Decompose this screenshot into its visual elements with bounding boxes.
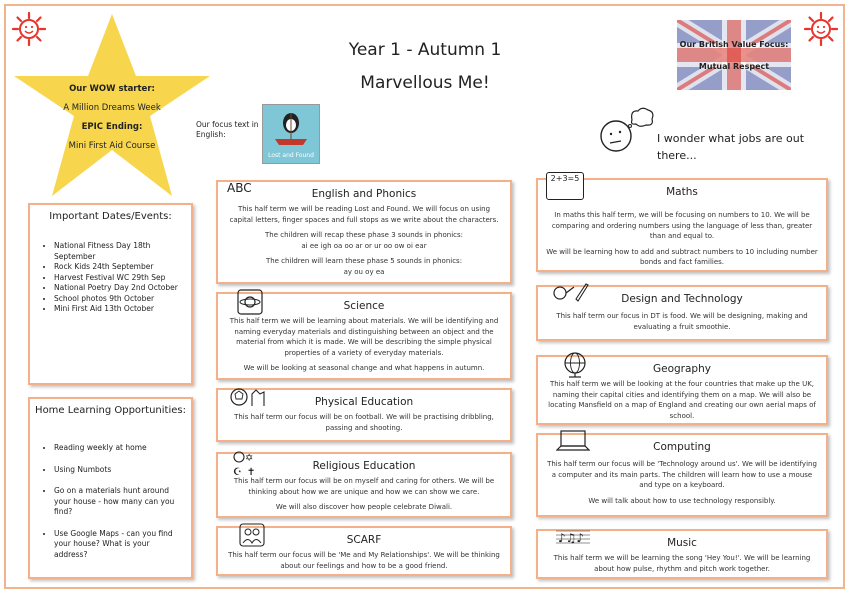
home-learning-panel xyxy=(28,397,193,579)
maths-panel xyxy=(536,174,828,272)
list-item: • National Fitness Day 18th September xyxy=(54,241,187,262)
epic-label: EPIC Ending: xyxy=(81,122,143,132)
british-value-text: Mutual Respect xyxy=(698,62,770,71)
list-item: • School photos 9th October xyxy=(54,294,187,305)
sun-icon-right xyxy=(804,12,838,46)
design-technology-panel xyxy=(536,285,828,341)
list-item: • National Poetry Day 2nd October xyxy=(54,283,187,294)
computing-text-2: We will talk about how to use technology responsibly. xyxy=(588,496,776,505)
science-panel xyxy=(216,292,512,380)
re-text-2: We will also discover how people celebrate Diwali. xyxy=(275,503,453,511)
wonder-question: I wonder what jobs are out there... xyxy=(657,132,805,162)
maths-icon-text: 2+3=5 xyxy=(550,174,580,183)
computing-title: Computing xyxy=(653,441,711,453)
religious-education-body xyxy=(226,476,502,518)
english-phonics-title: English and Phonics xyxy=(311,188,417,200)
focus-text-label: Our focus text in English: xyxy=(196,120,259,139)
english-text-1: This half term we will be reading Lost and Found. We will focus on using capital letters, finger spaces and full stops as we write about the characters. xyxy=(229,205,499,224)
science-title: Science xyxy=(343,300,385,312)
book-title: Lost and Found xyxy=(268,152,314,159)
science-text-2: We will be looking at seasonal change and what happens in autumn. xyxy=(243,364,485,372)
home-learning-title: Home Learning Opportunities: xyxy=(35,405,186,416)
penguin-boat-illustration xyxy=(263,109,319,149)
re-text-1: This half term our focus will be on myself and caring for others. We will be thinking about how we are unique and how we can show we care. xyxy=(233,477,495,496)
design-technology-title: Design and Technology xyxy=(621,293,743,305)
computing-body xyxy=(546,459,818,511)
geography-body xyxy=(546,379,818,426)
english-text-3: The children will learn these phase 5 sounds in phonics: xyxy=(265,257,463,265)
svg-text:☪: ☪ xyxy=(233,467,242,478)
music-body xyxy=(546,553,818,579)
wow-label: Our WOW starter: xyxy=(69,84,155,94)
english-phonics-panel xyxy=(216,180,512,284)
physical-education-title: Physical Education xyxy=(314,396,414,408)
design-technology-body xyxy=(546,311,818,337)
important-dates-panel xyxy=(28,203,193,385)
geography-title: Geography xyxy=(653,363,711,375)
maths-text-2: We will be learning how to add and subtract numbers to 10 including number bonds and fact families. xyxy=(546,247,818,266)
pe-text-1: This half term our focus will be on football. We will be practising dribbling, passing and shooting. xyxy=(234,413,494,432)
phase3-sounds: ai ee igh oa oo ar or ur oo ow oi ear xyxy=(301,241,427,250)
important-dates-title: Important Dates/Events: xyxy=(49,211,172,222)
svg-text:✝: ✝ xyxy=(247,467,256,478)
phase5-sounds: ay ou oy ea xyxy=(343,267,385,276)
science-body xyxy=(226,316,502,379)
religious-education-title: Religious Education xyxy=(312,460,416,472)
scarf-body xyxy=(226,550,502,576)
list-item: • Using Numbots xyxy=(54,465,185,476)
music-text-1: This half term we will be learning the song 'Hey You!'. We will be learning about how pulse, rhythm and pitch work together. xyxy=(553,554,811,573)
science-text-1: This half term we will be learning about materials. We will be identifying and naming everyday materials and distinguishing between an object and the material from which it is made. We will be describing the simple physical properties of a variety of everyday materials. xyxy=(229,317,499,357)
svg-text:♪♫♪: ♪♫♪ xyxy=(558,531,585,545)
music-title: Music xyxy=(667,537,697,549)
maths-text-1: In maths this half term, we will be focusing on numbers to 10. We will be comparing and ordering numbers using the language of less than, greater than and equal to. xyxy=(551,211,813,240)
scarf-panel xyxy=(216,526,512,576)
list-item: • Use Google Maps - can you find your house? What is your address? xyxy=(54,529,185,561)
book-cover-image xyxy=(262,104,320,164)
star-text xyxy=(40,80,184,156)
list-item: • Harvest Festival WC 29th Sep xyxy=(54,273,187,284)
geography-text-1: This half term we will be looking at the four countries that make up the UK, naming their capital cities and identifying them on a map. We will also be locating Mansfield on a map of England and creating our own aerial maps of school. xyxy=(548,380,816,420)
svg-text:✡: ✡ xyxy=(245,453,254,464)
dt-text-1: This half term our focus in DT is food. We will be designing, making and evaluating a fruit smoothie. xyxy=(556,312,808,331)
svg-text:ABC: ABC xyxy=(227,181,252,195)
list-item: • Go on a materials hunt around your house - how many can you find? xyxy=(54,486,185,518)
epic-value: Mini First Aid Course xyxy=(68,141,156,151)
physical-education-body xyxy=(226,412,502,438)
english-phonics-body xyxy=(226,204,502,282)
list-item: • Reading weekly at home xyxy=(54,443,185,454)
english-text-2: The children will recap these phase 3 sounds in phonics: xyxy=(265,231,463,239)
wow-value: A Million Dreams Week xyxy=(63,103,161,113)
scarf-title: SCARF xyxy=(346,534,382,546)
geography-panel xyxy=(536,355,828,425)
british-value xyxy=(677,34,791,78)
scarf-text-1: This half term our focus will be 'Me and My Relationships'. We will be thinking about our feelings and how to be a good friend. xyxy=(228,551,500,570)
music-panel xyxy=(536,529,828,579)
thinking-face-icon xyxy=(598,106,656,158)
important-dates-list xyxy=(24,241,187,315)
home-learning-list xyxy=(24,443,185,571)
physical-education-panel xyxy=(216,388,512,442)
computing-panel xyxy=(536,433,828,517)
british-value-label: Our British Value Focus: xyxy=(679,40,789,49)
list-item: • Rock Kids 24th September xyxy=(54,262,187,273)
maths-body xyxy=(546,210,818,273)
religious-education-panel xyxy=(216,452,512,518)
maths-title: Maths xyxy=(666,186,698,198)
list-item: • Mini First Aid 13th October xyxy=(54,304,187,315)
computing-text-1: This half term our focus will be 'Technology around us'. We will be identifying a computer and its main parts. The children will learn how to use a mouse and type on a keyboard. xyxy=(547,460,817,489)
page-title: Year 1 - Autumn 1 xyxy=(348,40,502,60)
page-subtitle: Marvellous Me! xyxy=(360,73,490,93)
